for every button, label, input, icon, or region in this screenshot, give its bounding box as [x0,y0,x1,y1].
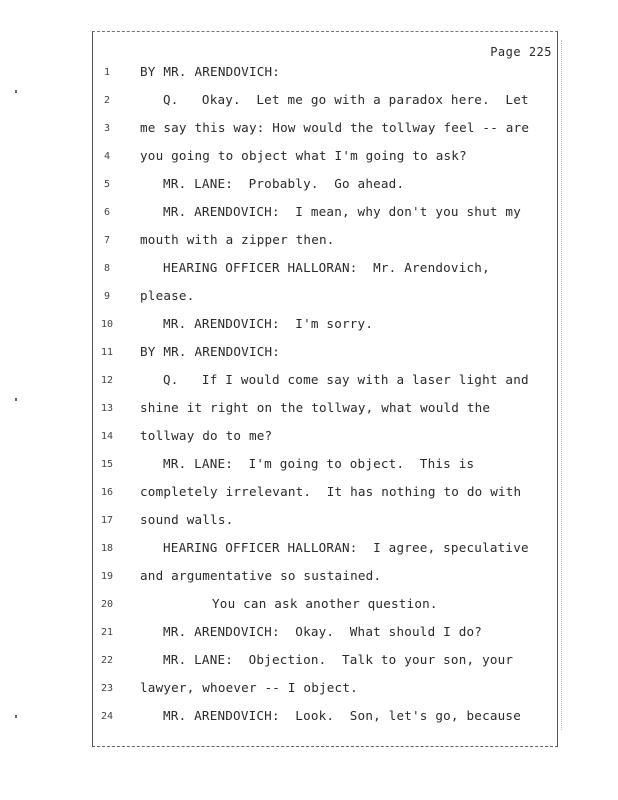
transcript-line [0,568,618,588]
line-number: 19 [100,571,114,582]
transcript-line [0,176,618,196]
transcript-line [0,120,618,140]
line-number: 13 [100,403,114,414]
transcript-line [0,344,618,364]
line-text: MR. LANE: Objection. Talk to your son, your [163,652,514,667]
transcript-line [0,260,618,280]
line-text: MR. ARENDOVICH: Look. Son, let's go, because [163,708,521,723]
transcript-line [0,204,618,224]
line-text: you going to object what I'm going to ask? [140,148,467,163]
line-number: 18 [100,543,114,554]
line-number: 20 [100,599,114,610]
transcript-line [0,148,618,168]
transcript-line [0,652,618,672]
line-number: 2 [103,95,111,106]
line-number: 10 [100,319,114,330]
line-number: 21 [100,627,114,638]
line-text: MR. LANE: I'm going to object. This is [163,456,475,471]
transcript-line [0,624,618,644]
transcript-line [0,232,618,252]
transcript-line [0,400,618,420]
line-text: shine it right on the tollway, what would the [140,400,491,415]
line-text: mouth with a zipper then. [140,232,335,247]
line-text: please. [140,288,195,303]
line-number: 11 [100,347,114,358]
line-text: You can ask another question. [212,596,438,611]
transcript-line [0,64,618,84]
transcript-line [0,484,618,504]
transcript-line [0,680,618,700]
line-text: BY MR. ARENDOVICH: [140,64,281,79]
page-number: Page 225 [490,45,552,59]
line-number: 15 [100,459,114,470]
line-number: 17 [100,515,114,526]
line-text: MR. ARENDOVICH: Okay. What should I do? [163,624,483,639]
transcript-line [0,428,618,448]
line-number: 22 [100,655,114,666]
transcript-line [0,92,618,112]
line-text: HEARING OFFICER HALLORAN: I agree, speculative [163,540,529,555]
line-text: tollway do to me? [140,428,273,443]
line-number: 23 [100,683,114,694]
line-number: 8 [103,263,111,274]
transcript-line [0,372,618,392]
line-number: 12 [100,375,114,386]
line-number: 1 [103,67,111,78]
line-text: sound walls. [140,512,234,527]
line-number: 3 [103,123,111,134]
transcript-line [0,288,618,308]
line-text: me say this way: How would the tollway feel -- are [140,120,530,135]
line-text: and argumentative so sustained. [140,568,382,583]
line-text: BY MR. ARENDOVICH: [140,344,281,359]
line-number: 16 [100,487,114,498]
line-text: MR. ARENDOVICH: I mean, why don't you shut my [163,204,521,219]
line-text: lawyer, whoever -- I object. [140,680,358,695]
line-number: 6 [103,207,111,218]
line-number: 9 [103,291,111,302]
line-number: 24 [100,711,114,722]
line-number: 14 [100,431,114,442]
line-text: MR. ARENDOVICH: I'm sorry. [163,316,374,331]
line-text: Q. If I would come say with a laser light and [163,372,529,387]
line-number: 5 [103,179,111,190]
line-number: 4 [103,151,111,162]
line-text: HEARING OFFICER HALLORAN: Mr. Arendovich, [163,260,490,275]
transcript-line [0,596,618,616]
line-text: Q. Okay. Let me go with a paradox here. Let [163,92,529,107]
line-text: completely irrelevant. It has nothing to do with [140,484,522,499]
transcript-line [0,316,618,336]
line-number: 7 [103,235,111,246]
line-text: MR. LANE: Probably. Go ahead. [163,176,405,191]
transcript-line [0,540,618,560]
transcript-line [0,456,618,476]
transcript-line [0,512,618,532]
transcript-line [0,708,618,728]
